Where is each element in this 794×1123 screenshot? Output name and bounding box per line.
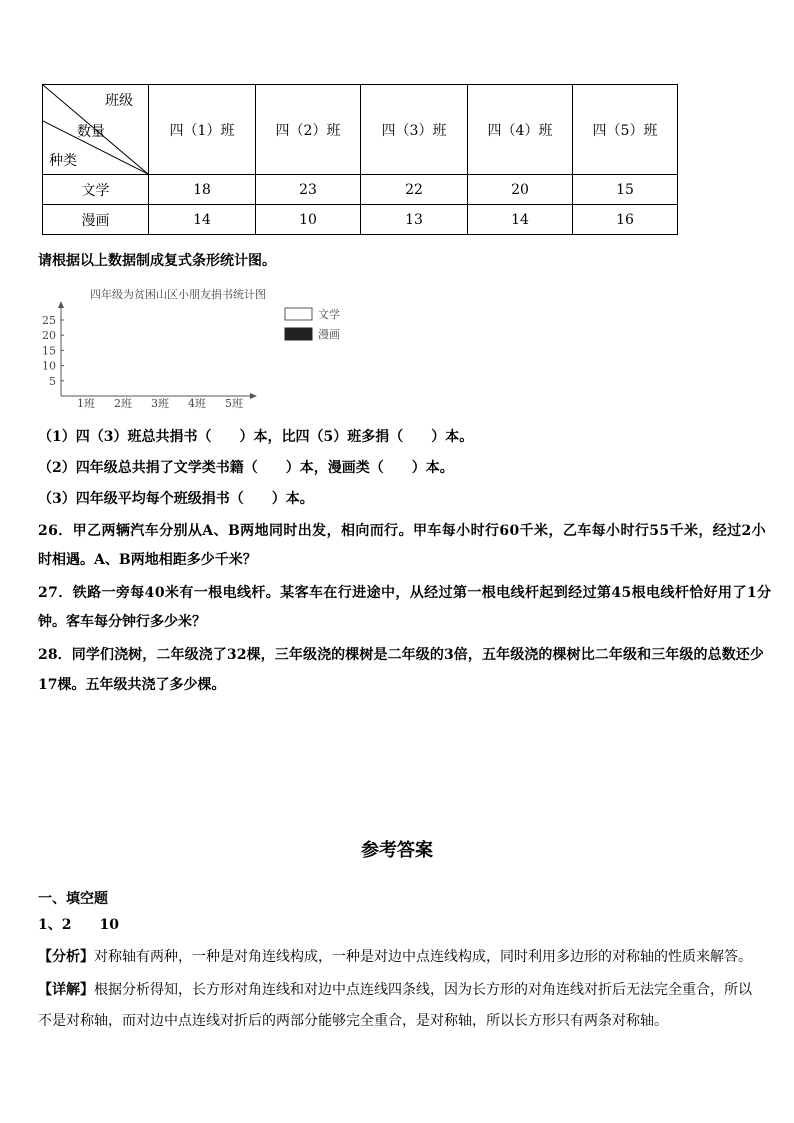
legend-label-literature: 文学 <box>318 308 340 321</box>
literature-class-3: 22 <box>361 175 468 205</box>
x-axis-arrow <box>250 393 257 399</box>
detail-paragraph-line-2: 不是对称轴，而对边中点连线对折后的两部分能够完全重合，是对称轴，所以长方形只有两条对称轴。 <box>38 1013 668 1029</box>
y-axis-arrow <box>58 301 64 308</box>
donation-table <box>42 84 678 235</box>
problem-26-line-2: 时相遇。A、B两地相距多少千米？ <box>38 552 257 568</box>
question-1: （1）四（3）班总共捐书（ ）本，比四（5）班多捐（ ）本。 <box>38 429 474 445</box>
detail-paragraph-line-1 <box>38 979 752 999</box>
legend-swatch-comics <box>285 328 312 340</box>
literature-class-2: 23 <box>256 175 361 205</box>
y-tick-label-5: 5 <box>49 374 56 388</box>
y-tick-label-20: 20 <box>42 329 56 343</box>
row-label-comics: 漫画 <box>43 205 149 235</box>
table-row-literature <box>43 175 678 205</box>
corner-label-quantity: 数量 <box>77 124 105 140</box>
comics-class-3: 13 <box>361 205 468 235</box>
problem-26-line-1: 26．甲乙两辆汽车分别从A、B两地同时出发，相向而行。甲车每小时行60千米，乙车每小时行55千米，经过2小 <box>38 523 767 539</box>
corner-label-class: 班级 <box>105 93 133 109</box>
y-tick-label-15: 15 <box>42 344 56 358</box>
comics-class-4: 14 <box>468 205 573 235</box>
y-tick-label-25: 25 <box>42 314 56 327</box>
y-tick-label-10: 10 <box>42 359 56 373</box>
literature-class-4: 20 <box>468 175 573 205</box>
bar-chart <box>36 284 366 414</box>
corner-label-type: 种类 <box>49 153 77 169</box>
answers-section-title: 一、填空题 <box>38 891 108 907</box>
comics-class-5: 16 <box>573 205 678 235</box>
literature-class-5: 15 <box>573 175 678 205</box>
problem-27-line-1: 27．铁路一旁每40米有一根电线杆。某客车在行进途中，从经过第一根电线杆起到经过第45根电线杆恰好用了1分 <box>38 585 772 601</box>
legend-swatch-literature <box>285 308 312 320</box>
analysis-text: 对称轴有两种，一种是对角连线构成，一种是对边中点连线构成，同时利用多边形的对称轴的性质来解答。 <box>94 949 752 965</box>
answers-heading: 参考答案 <box>361 840 433 861</box>
chart-title: 四年级为贫困山区小朋友捐书统计图 <box>90 288 266 301</box>
x-tick-label-5: 5班 <box>225 397 243 410</box>
x-tick-label-1: 1班 <box>77 397 95 410</box>
x-tick-label-4: 4班 <box>188 397 206 410</box>
detail-text-1: 根据分析得知，长方形对角连线和对边中点连线四条线，因为长方形的对角连线对折后无法完全重合，所以 <box>94 982 752 998</box>
problem-27-line-2: 钟。客车每分钟行多少米？ <box>38 614 206 630</box>
header-class-1: 四（1）班 <box>149 85 256 175</box>
header-class-4: 四（4）班 <box>468 85 573 175</box>
analysis-tag: 【分析】 <box>38 949 94 965</box>
analysis-paragraph <box>38 946 752 966</box>
table-row-comics <box>43 205 678 235</box>
row-label-literature: 文学 <box>43 175 149 205</box>
table-header-row <box>43 85 678 175</box>
header-class-2: 四（2）班 <box>256 85 361 175</box>
comics-class-1: 14 <box>149 205 256 235</box>
answer-item-1: 1、2 10 <box>38 917 119 933</box>
table-corner-cell <box>43 85 149 175</box>
x-tick-label-3: 3班 <box>151 397 169 410</box>
legend-label-comics: 漫画 <box>318 328 340 341</box>
x-tick-label-2: 2班 <box>114 397 132 410</box>
problem-28-line-1: 28．同学们浇树，二年级浇了32棵，三年级浇的棵树是二年级的3倍，五年级浇的棵树比二年级和三年级的总数还少 <box>38 647 765 663</box>
question-3: （3）四年级平均每个班级捐书（ ）本。 <box>38 491 314 507</box>
instruction-text: 请根据以上数据制成复式条形统计图。 <box>38 253 276 269</box>
x-ticks-group <box>77 396 243 410</box>
detail-tag: 【详解】 <box>38 982 94 998</box>
header-class-5: 四（5）班 <box>573 85 678 175</box>
question-2: （2）四年级总共捐了文学类书籍（ ）本，漫画类（ ）本。 <box>38 460 454 476</box>
problem-28-line-2: 17棵。五年级共浇了多少棵。 <box>38 677 226 693</box>
chart-svg <box>36 284 366 414</box>
comics-class-2: 10 <box>256 205 361 235</box>
header-class-3: 四（3）班 <box>361 85 468 175</box>
literature-class-1: 18 <box>149 175 256 205</box>
